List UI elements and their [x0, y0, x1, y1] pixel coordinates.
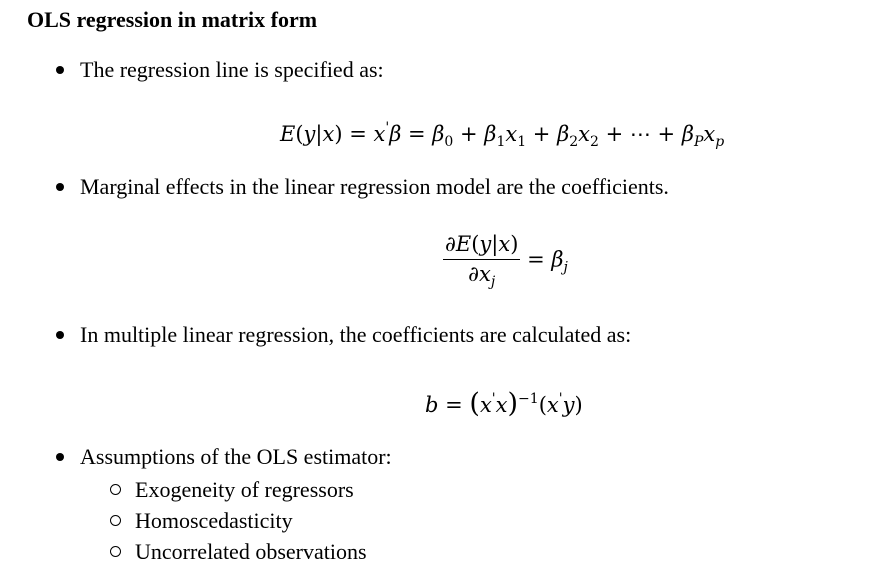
bullet-assumptions: Assumptions of the OLS estimator:: [56, 443, 392, 471]
partial-derivative-fraction: $\frac{\partial E(y|x)}{\partial x_j}$: [445, 232, 519, 290]
bullet-dot-icon: [56, 183, 64, 191]
sub-bullet-circle-icon: [110, 515, 121, 526]
page-title: OLS regression in matrix form: [27, 7, 318, 32]
bullet-regression-line: The regression line is specified as:: [56, 56, 384, 84]
bullet-dot-icon: [56, 453, 64, 461]
assumption-item-uncorrelated: Uncorrelated observations: [110, 538, 367, 566]
sub-bullet-circle-icon: [110, 484, 121, 495]
bullet-dot-icon: [56, 331, 64, 339]
sub-bullet-circle-icon: [110, 546, 121, 557]
equation-ols-estimator: $b = (x'x)^{-1}(x'y)$: [425, 388, 583, 419]
bullet-multiple-regression: In multiple linear regression, the coefficients are calculated as:: [56, 321, 631, 349]
assumption-item-homoscedasticity: Homoscedasticity: [110, 507, 293, 535]
equation-marginal-effect: $\frac{\partial E(y|x)}{\partial x_j}$ = $\beta_j$: [445, 232, 568, 290]
equation-regression-line: $E(y|x) = x'\beta = \beta_0 + \beta_1x_1 + \beta_2x_2$ + ⋯ + $\beta_Px_p$: [280, 120, 725, 150]
assumption-item-exogeneity: Exogeneity of regressors: [110, 476, 354, 504]
bullet-marginal-effects: Marginal effects in the linear regression model are the coefficients.: [56, 173, 669, 201]
bullet-dot-icon: [56, 66, 64, 74]
